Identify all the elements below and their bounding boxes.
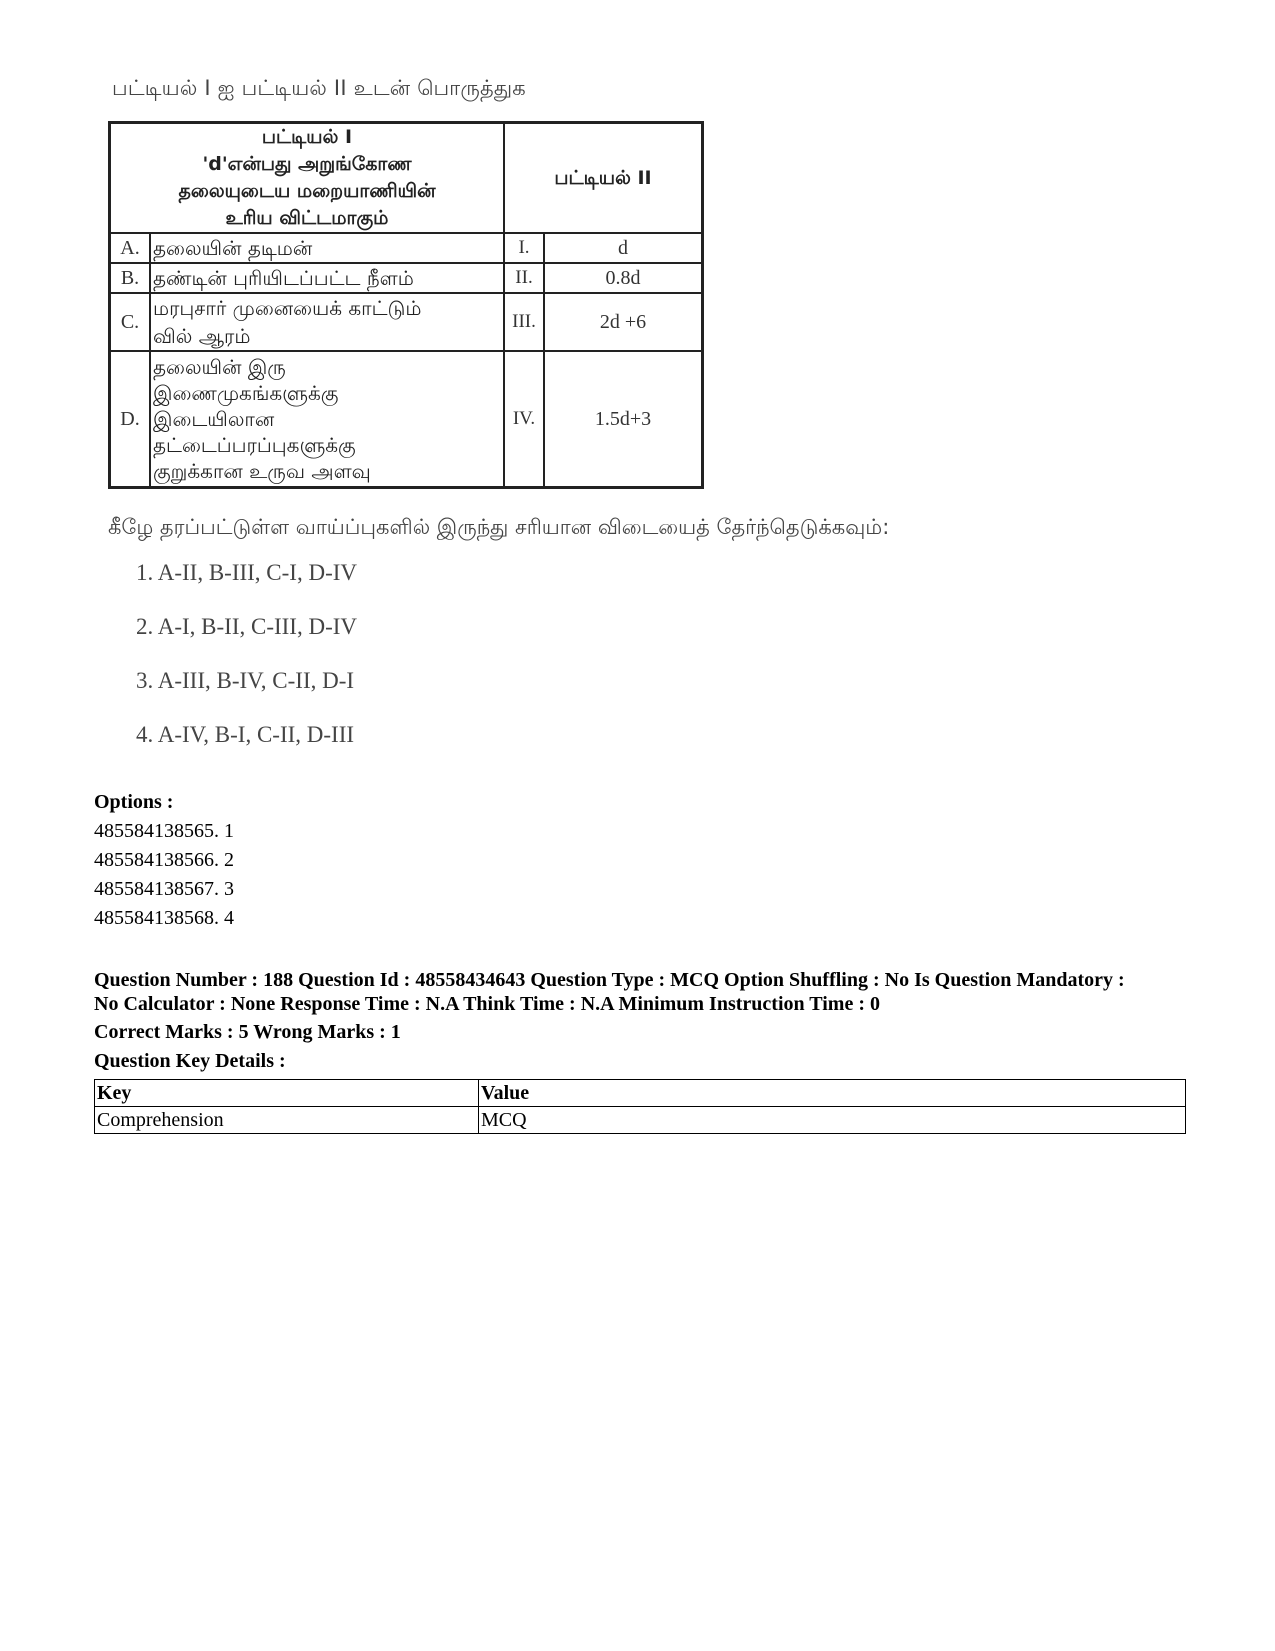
row-value: 0.8d (544, 263, 703, 293)
row-description (150, 233, 504, 263)
answer-choice: 4. A-IV, B-I, C-II, D-III (136, 722, 355, 747)
match-row-b (110, 263, 703, 293)
key-details-label: Question Key Details : (94, 1050, 286, 1072)
answer-choice: 3. A-III, B-IV, C-II, D-I (136, 668, 355, 693)
row-description (150, 293, 504, 351)
list1-header (110, 123, 505, 234)
row-description-line: இணைமுகங்களுக்கு (153, 381, 339, 405)
key-column-header: Key (95, 1080, 479, 1107)
answer-choice: 2. A-I, B-II, C-III, D-IV (136, 614, 357, 639)
key-table-header (95, 1080, 1186, 1107)
list1-header-line: 'd'என்பது அறுங்கோண (202, 153, 412, 175)
row-description-line: வில் ஆரம் (153, 324, 251, 348)
row-roman: III. (504, 293, 544, 351)
list1-header-line: உரிய விட்டமாகும் (225, 207, 389, 229)
list1-header-line: பட்டியல் I (261, 126, 353, 148)
option-item: 485584138565. 1 (94, 820, 234, 842)
row-letter: C. (110, 293, 151, 351)
match-row-c (110, 293, 703, 351)
row-value: 2d +6 (544, 293, 703, 351)
match-row-d (110, 351, 703, 488)
row-roman: IV. (504, 351, 544, 488)
row-roman: II. (504, 263, 544, 293)
option-item: 485584138567. 3 (94, 878, 234, 900)
row-description-line: குறுக்கான உருவ அளவு (153, 459, 371, 483)
question-prompt: கீழே தரப்பட்டுள்ள வாய்ப்புகளில் இருந்து சரியான விடையைத் தேர்ந்தெடுக்கவும்: (108, 515, 890, 539)
option-item: 485584138566. 2 (94, 849, 234, 871)
match-table-header (110, 123, 703, 234)
table-row (95, 1107, 1186, 1134)
row-description-line: தட்டைப்பரப்புகளுக்கு (153, 433, 356, 457)
answer-choice: 1. A-II, B-III, C-I, D-IV (136, 560, 357, 585)
key-cell: Comprehension (95, 1107, 479, 1134)
value-column-header: Value (479, 1080, 1186, 1107)
spacer (94, 933, 1194, 962)
marks-line: Correct Marks : 5 Wrong Marks : 1 (94, 1021, 401, 1043)
question-image (108, 70, 1108, 776)
row-letter: B. (110, 263, 151, 293)
match-row-a (110, 233, 703, 263)
row-description-line: இடையிலான (153, 407, 275, 431)
row-description-line: தலையின் தடிமன் (153, 236, 313, 260)
value-cell: MCQ (479, 1107, 1186, 1134)
row-description-line: மரபுசார் முனையைக் காட்டும் (153, 296, 422, 320)
question-meta (94, 788, 1194, 1134)
row-roman: I. (504, 233, 544, 263)
row-value: d (544, 233, 703, 263)
list2-header: பட்டியல் II (504, 123, 703, 234)
options-label: Options : (94, 791, 174, 813)
row-letter: D. (110, 351, 151, 488)
row-description (150, 263, 504, 293)
question-intro: பட்டியல் I ஐ பட்டியல் II உடன் பொருத்துக (112, 76, 526, 100)
row-value: 1.5d+3 (544, 351, 703, 488)
question-info-line: No Calculator : None Response Time : N.A Think Time : N.A Minimum Instruction Time : 0 (94, 993, 880, 1015)
row-description-line: தலையின் இரு (153, 355, 286, 379)
key-details-table (94, 1079, 1186, 1134)
question-info-line: Question Number : 188 Question Id : 48558434643 Question Type : MCQ Option Shuffling : No Is Question Mandatory : (94, 969, 1125, 991)
option-item: 485584138568. 4 (94, 907, 234, 929)
row-description-line: தண்டின் புரியிடப்பட்ட நீளம் (153, 266, 414, 290)
row-description (150, 351, 504, 488)
list1-header-line: தலையுடைய மறையாணியின் (178, 180, 436, 202)
match-table (108, 121, 704, 489)
row-letter: A. (110, 233, 151, 263)
